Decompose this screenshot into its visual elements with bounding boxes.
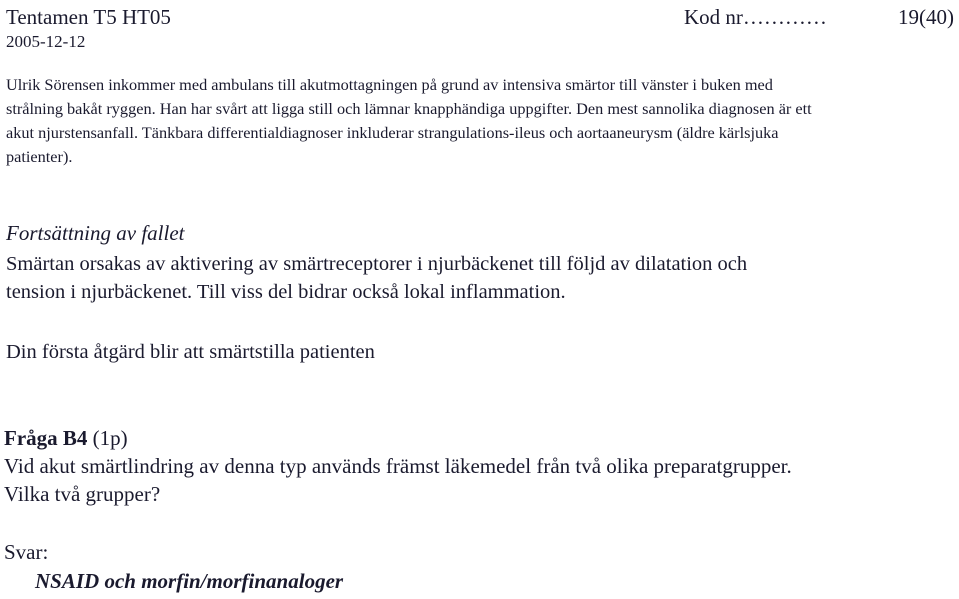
first-action-text: Din första åtgärd blir att smärtstilla patienten xyxy=(6,341,375,363)
case-intro-line: Ulrik Sörensen inkommer med ambulans till akutmottagningen på grund av intensiva smärtor till vänster i buken med xyxy=(6,75,773,94)
question-points: (1p) xyxy=(92,426,128,450)
continuation-line: Smärtan orsakas av aktivering av smärtreceptorer i njurbäckenet till följd av dilatation och xyxy=(6,253,748,275)
exam-date: 2005-12-12 xyxy=(6,32,86,51)
case-intro xyxy=(6,73,946,169)
question-line: Vid akut smärtlindring av denna typ används främst läkemedel från två olika preparatgrupper. xyxy=(4,454,792,478)
question-header xyxy=(4,424,956,452)
case-intro-line: akut njurstensanfall. Tänkbara differentialdiagnoser inkluderar strangulations-ileus och aortaaneurysm (äldre kärlsjuka xyxy=(6,123,779,142)
answer-text: NSAID och morfin/morfinanaloger xyxy=(35,569,344,593)
continuation-heading: Fortsättning av fallet xyxy=(6,221,185,245)
question-block xyxy=(4,424,956,508)
answer-label: Svar: xyxy=(4,540,49,564)
page-header xyxy=(6,4,954,32)
code-number-field: Kod nr………… xyxy=(684,5,827,29)
case-intro-line: patienter). xyxy=(6,147,73,166)
page-number: 19(40) xyxy=(898,5,954,29)
question-line: Vilka två grupper? xyxy=(4,482,161,506)
exam-title: Tentamen T5 HT05 xyxy=(6,5,171,29)
continuation-line: tension i njurbäckenet. Till viss del bidrar också lokal inflammation. xyxy=(6,281,566,303)
continuation-text xyxy=(6,250,951,306)
case-intro-line: strålning bakåt ryggen. Han har svårt att ligga still och lämnar knapphändiga uppgifter. Den mest sannolika diagnosen är ett xyxy=(6,99,812,118)
question-label: Fråga B4 xyxy=(4,426,88,450)
